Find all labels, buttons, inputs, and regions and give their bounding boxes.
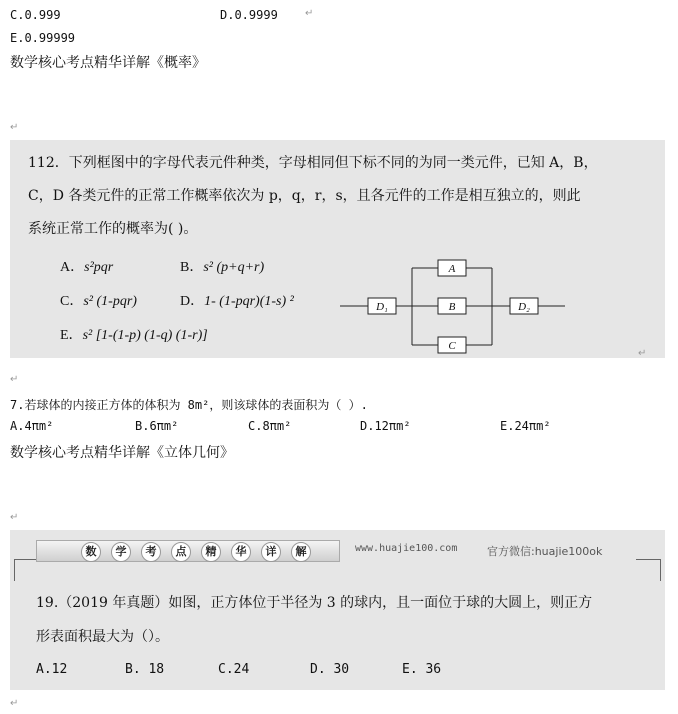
option-e-prev: E.0.99999 — [10, 31, 76, 45]
q19-option-a: A.12 — [36, 662, 68, 677]
corner-line-right-v — [660, 559, 661, 581]
paragraph-mark: ↵ — [10, 122, 19, 133]
banner-char: 考 — [141, 542, 161, 562]
paragraph-mark: ↵ — [638, 348, 647, 359]
question-112-line-2: C，D 各类元件的正常工作概率依次为 p，q，r，s，且各元件的工作是相互独立的，则此 — [28, 188, 581, 204]
banner-char: 解 — [291, 542, 311, 562]
label-c: C — [448, 340, 456, 352]
banner-wechat: 官方微信:huajie100ok — [487, 545, 603, 558]
corner-line-left-v — [14, 559, 15, 581]
q112-option-d: D．1- (1-pqr)(1-s) ² — [180, 294, 294, 309]
banner-char: 华 — [231, 542, 251, 562]
q7-option-a: A.4πm² — [10, 419, 54, 433]
q112-option-c: C．s² (1-pqr) — [60, 294, 137, 309]
paragraph-mark: ↵ — [10, 698, 19, 709]
q112-option-b: B．s² (p+q+r) — [180, 260, 265, 275]
paragraph-mark: ↵ — [10, 512, 19, 523]
label-d1: D₁ — [376, 301, 388, 313]
q7-option-b: B.6πm² — [135, 419, 179, 433]
question-112-line-3: 系统正常工作的概率为( )。 — [28, 221, 198, 237]
corner-line-right — [636, 559, 660, 560]
section-title-solid-geometry: 数学核心考点精华详解《立体几何》 — [10, 445, 234, 461]
banner-char: 详 — [261, 542, 281, 562]
q19-option-d: D. 30 — [310, 662, 350, 677]
q19-option-c: C.24 — [218, 662, 250, 677]
label-a: A — [448, 263, 456, 275]
banner-char: 点 — [171, 542, 191, 562]
corner-line-left — [14, 559, 36, 560]
label-b: B — [448, 301, 456, 313]
banner-char: 学 — [111, 542, 131, 562]
section-title-probability: 数学核心考点精华详解《概率》 — [10, 55, 206, 71]
option-d-prev: D.0.9999 — [220, 8, 278, 22]
q7-option-d: D.12πm² — [360, 419, 411, 433]
question-19-line-1: 19.（2019 年真题）如图，正方体位于半径为 3 的球内，且一面位于球的大圆上，则正方 — [36, 595, 593, 611]
banner-char: 精 — [201, 542, 221, 562]
q112-option-e: E．s² [1-(1-p) (1-q) (1-r)] — [60, 328, 208, 343]
q19-option-b: B. 18 — [125, 662, 165, 677]
section-banner — [36, 540, 340, 562]
q112-option-a: A．s²pqr — [60, 260, 114, 275]
circuit-diagram — [340, 258, 570, 354]
banner-char: 数 — [81, 542, 101, 562]
option-c-prev: C.0.999 — [10, 8, 61, 22]
banner-website: www.huajie100.com — [355, 543, 458, 554]
question-19-line-2: 形表面积最大为（）。 — [36, 629, 169, 645]
paragraph-mark: ↵ — [10, 374, 19, 385]
q19-option-e: E. 36 — [402, 662, 442, 677]
question-7-text: 7.若球体的内接正方体的体积为 8m²，则该球体的表面积为（ ）. — [10, 398, 368, 412]
label-d2: D₂ — [518, 301, 530, 313]
paragraph-mark: ↵ — [305, 8, 314, 19]
q7-option-c: C.8πm² — [248, 419, 292, 433]
question-112-line-1: 112．下列框图中的字母代表元件种类，字母相同但下标不同的为同一类元件，已知 A，B， — [28, 155, 598, 171]
q7-option-e: E.24πm² — [500, 419, 551, 433]
